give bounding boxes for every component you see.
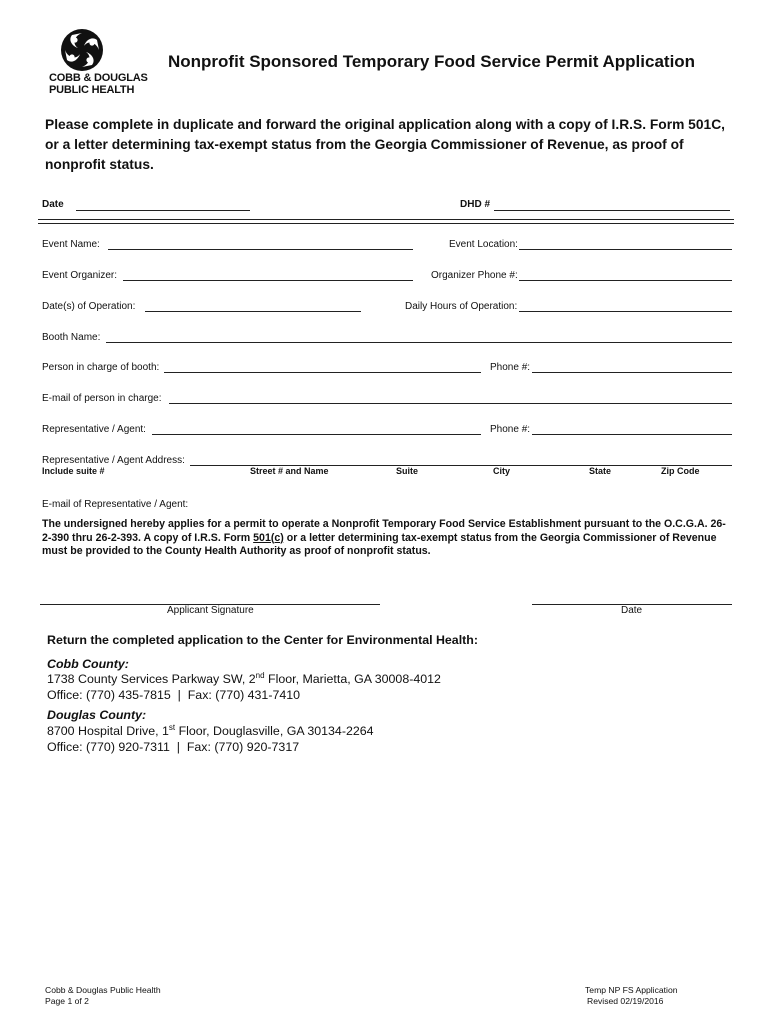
event-name-field[interactable] — [108, 249, 413, 250]
event-name-label: Event Name: — [42, 239, 100, 250]
dhd-label: DHD # — [460, 199, 491, 210]
person-phone-field[interactable] — [532, 372, 732, 373]
organizer-phone-field[interactable] — [519, 280, 732, 281]
email-person-label: E-mail of person in charge: — [42, 393, 162, 404]
event-location-label: Event Location: — [449, 239, 518, 250]
daily-hours-field[interactable] — [519, 311, 732, 312]
organizer-phone-label: Organizer Phone #: — [431, 270, 518, 281]
person-in-charge-field[interactable] — [164, 372, 481, 373]
douglas-address — [47, 723, 374, 739]
douglas-county-heading: Douglas County: — [47, 708, 147, 722]
footer-revised: Revised 02/19/2016 — [587, 996, 664, 1006]
city-caption: City — [493, 466, 511, 476]
suite-caption: Suite — [396, 466, 419, 476]
include-suite-hint: Include suite # — [42, 466, 105, 476]
event-organizer-label: Event Organizer: — [42, 270, 118, 281]
section-divider — [38, 219, 734, 224]
statement-part-1: The undersigned hereby applies for a permit to operate a Nonprofit Temporary Food Service Establishment pursuant to the O.C.G.A. 26-2-390 thru 26-2-393. A copy of I.R.S. Form — [42, 518, 726, 544]
applicant-signature-label: Applicant Signature — [167, 605, 254, 616]
footer-left — [45, 985, 161, 1007]
return-heading: Return the completed application to the Center for Environmental Health: — [47, 633, 478, 647]
douglas-address-a: 8700 Hospital Drive, 1 — [47, 724, 169, 738]
footer-page: Page 1 of 2 — [45, 996, 89, 1006]
douglas-address-b: Floor, Douglasville, GA 30134-2264 — [175, 724, 374, 738]
applicant-statement — [42, 518, 732, 559]
rep-address-label: Representative / Agent Address: — [42, 455, 185, 466]
logo-text — [49, 72, 148, 96]
cobb-county-heading: Cobb County: — [47, 657, 129, 671]
email-rep-label: E-mail of Representative / Agent: — [42, 499, 189, 510]
event-location-field[interactable] — [519, 249, 732, 250]
cobb-address — [47, 671, 441, 687]
dates-of-operation-field[interactable] — [145, 311, 361, 312]
person-in-charge-label: Person in charge of booth: — [42, 362, 160, 373]
person-phone-label: Phone #: — [490, 362, 531, 373]
douglas-contact: Office: (770) 920-7311 | Fax: (770) 920-7317 — [47, 740, 300, 754]
signature-date-label: Date — [621, 605, 643, 616]
cobb-contact: Office: (770) 435-7815 | Fax: (770) 431-7410 — [47, 688, 301, 702]
douglas-address-sup: st — [168, 723, 176, 732]
booth-name-label: Booth Name: — [42, 332, 101, 343]
cobb-address-sup: nd — [255, 671, 265, 680]
representative-label: Representative / Agent: — [42, 424, 146, 435]
representative-phone-field[interactable] — [532, 434, 732, 435]
footer-right — [585, 985, 678, 1007]
logo-line-1: COBB & DOUGLAS — [49, 72, 148, 84]
representative-field[interactable] — [152, 434, 481, 435]
date-label: Date — [42, 199, 64, 210]
footer-form-id: Temp NP FS Application — [585, 985, 678, 995]
cobb-douglas-logo-icon — [60, 28, 104, 72]
zip-caption: Zip Code — [661, 466, 700, 476]
representative-phone-label: Phone #: — [490, 424, 531, 435]
cobb-address-a: 1738 County Services Parkway SW, 2 — [47, 672, 256, 686]
booth-name-field[interactable] — [106, 342, 732, 343]
dhd-field[interactable] — [494, 210, 730, 211]
form-501c-reference: 501(c) — [253, 531, 284, 544]
date-field[interactable] — [76, 210, 250, 211]
cobb-address-b: Floor, Marietta, GA 30008-4012 — [264, 672, 441, 686]
daily-hours-label: Daily Hours of Operation: — [405, 301, 518, 312]
email-person-field[interactable] — [169, 403, 732, 404]
logo-line-2: PUBLIC HEALTH — [49, 84, 135, 96]
state-caption: State — [589, 466, 612, 476]
page-title: Nonprofit Sponsored Temporary Food Service Permit Application — [168, 52, 696, 71]
dates-of-operation-label: Date(s) of Operation: — [42, 301, 136, 312]
statement-part-2: or a letter determining tax-exempt status from the Georgia Commissioner of Revenue must be provided to the County Health Authority as proof of nonprofit status. — [42, 531, 717, 557]
footer-org: Cobb & Douglas Public Health — [45, 985, 161, 995]
event-organizer-field[interactable] — [123, 280, 413, 281]
street-caption: Street # and Name — [250, 466, 329, 476]
intro-instructions: Please complete in duplicate and forward the original application along with a copy of I.R.S. Form 501C, or a letter determining tax-exempt status from the Georgia Commissioner of Revenue, as proof of nonprofit status. — [45, 117, 726, 172]
